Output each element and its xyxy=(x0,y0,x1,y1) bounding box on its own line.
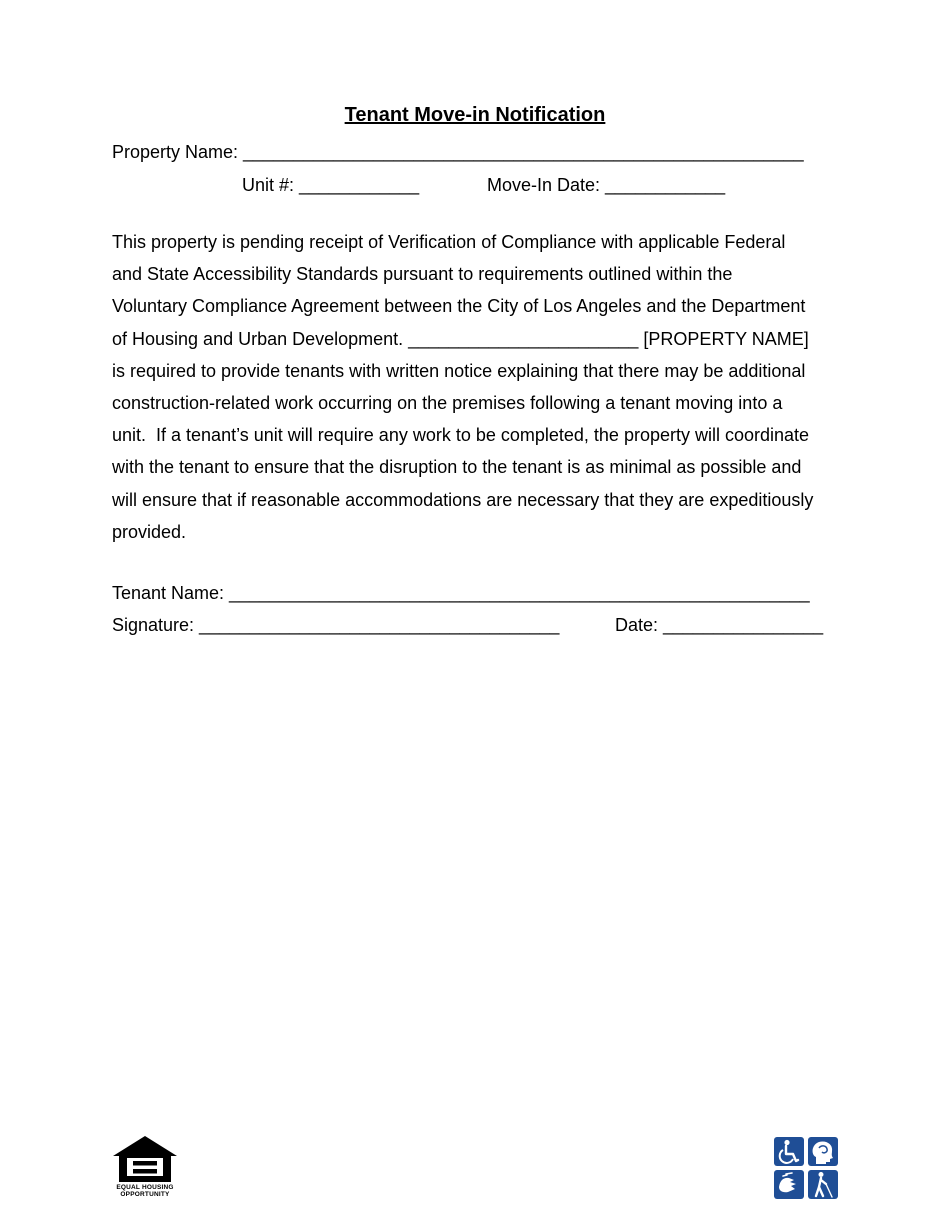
document-title: Tenant Move-in Notification xyxy=(344,104,606,126)
wheelchair-icon xyxy=(774,1137,804,1166)
equal-housing-opportunity-logo xyxy=(111,1134,179,1200)
cognitive-head-icon xyxy=(808,1137,838,1166)
equal-housing-text-line2: OPPORTUNITY xyxy=(120,1191,170,1198)
body-line: unit. If a tenant’s unit will require any work to be completed, the property will coordinate xyxy=(112,425,810,446)
body-line: will ensure that if reasonable accommodations are necessary that they are expeditiously xyxy=(112,489,814,510)
body-line: is required to provide tenants with written notice explaining that there may be additional xyxy=(112,360,806,381)
body-line: of Housing and Urban Development. _______________________ [PROPERTY NAME] xyxy=(112,328,809,349)
date-field[interactable]: Date: ________________ xyxy=(615,615,824,635)
blind-cane-icon xyxy=(808,1170,838,1199)
equal-housing-text-line1: EQUAL HOUSING xyxy=(116,1184,174,1191)
tenant-name-field[interactable]: Tenant Name: __________________________________________________________ xyxy=(112,583,810,603)
signature-field[interactable]: Signature: ____________________________________ xyxy=(112,615,560,635)
body-line: Voluntary Compliance Agreement between the City of Los Angeles and the Department xyxy=(112,296,806,317)
body-line: with the tenant to ensure that the disruption to the tenant is as minimal as possible and xyxy=(112,457,802,478)
body-line: and State Accessibility Standards pursuant to requirements outlined within the xyxy=(112,264,733,285)
property-name-field[interactable]: Property Name: ________________________________________________________ xyxy=(112,142,804,162)
body-line: provided. xyxy=(112,521,187,542)
accessibility-icons xyxy=(774,1137,838,1199)
sign-language-icon xyxy=(774,1170,804,1199)
notice-body-paragraph xyxy=(112,226,852,548)
equal-housing-icon xyxy=(111,1134,179,1184)
body-line: construction-related work occurring on the premises following a tenant moving into a xyxy=(112,393,783,414)
unit-number-field[interactable]: Unit #: ____________ xyxy=(242,175,420,195)
body-line: This property is pending receipt of Verification of Compliance with applicable Federal xyxy=(112,232,786,252)
accessibility-symbols-logo xyxy=(774,1137,838,1199)
move-in-date-field[interactable]: Move-In Date: ____________ xyxy=(487,175,726,195)
